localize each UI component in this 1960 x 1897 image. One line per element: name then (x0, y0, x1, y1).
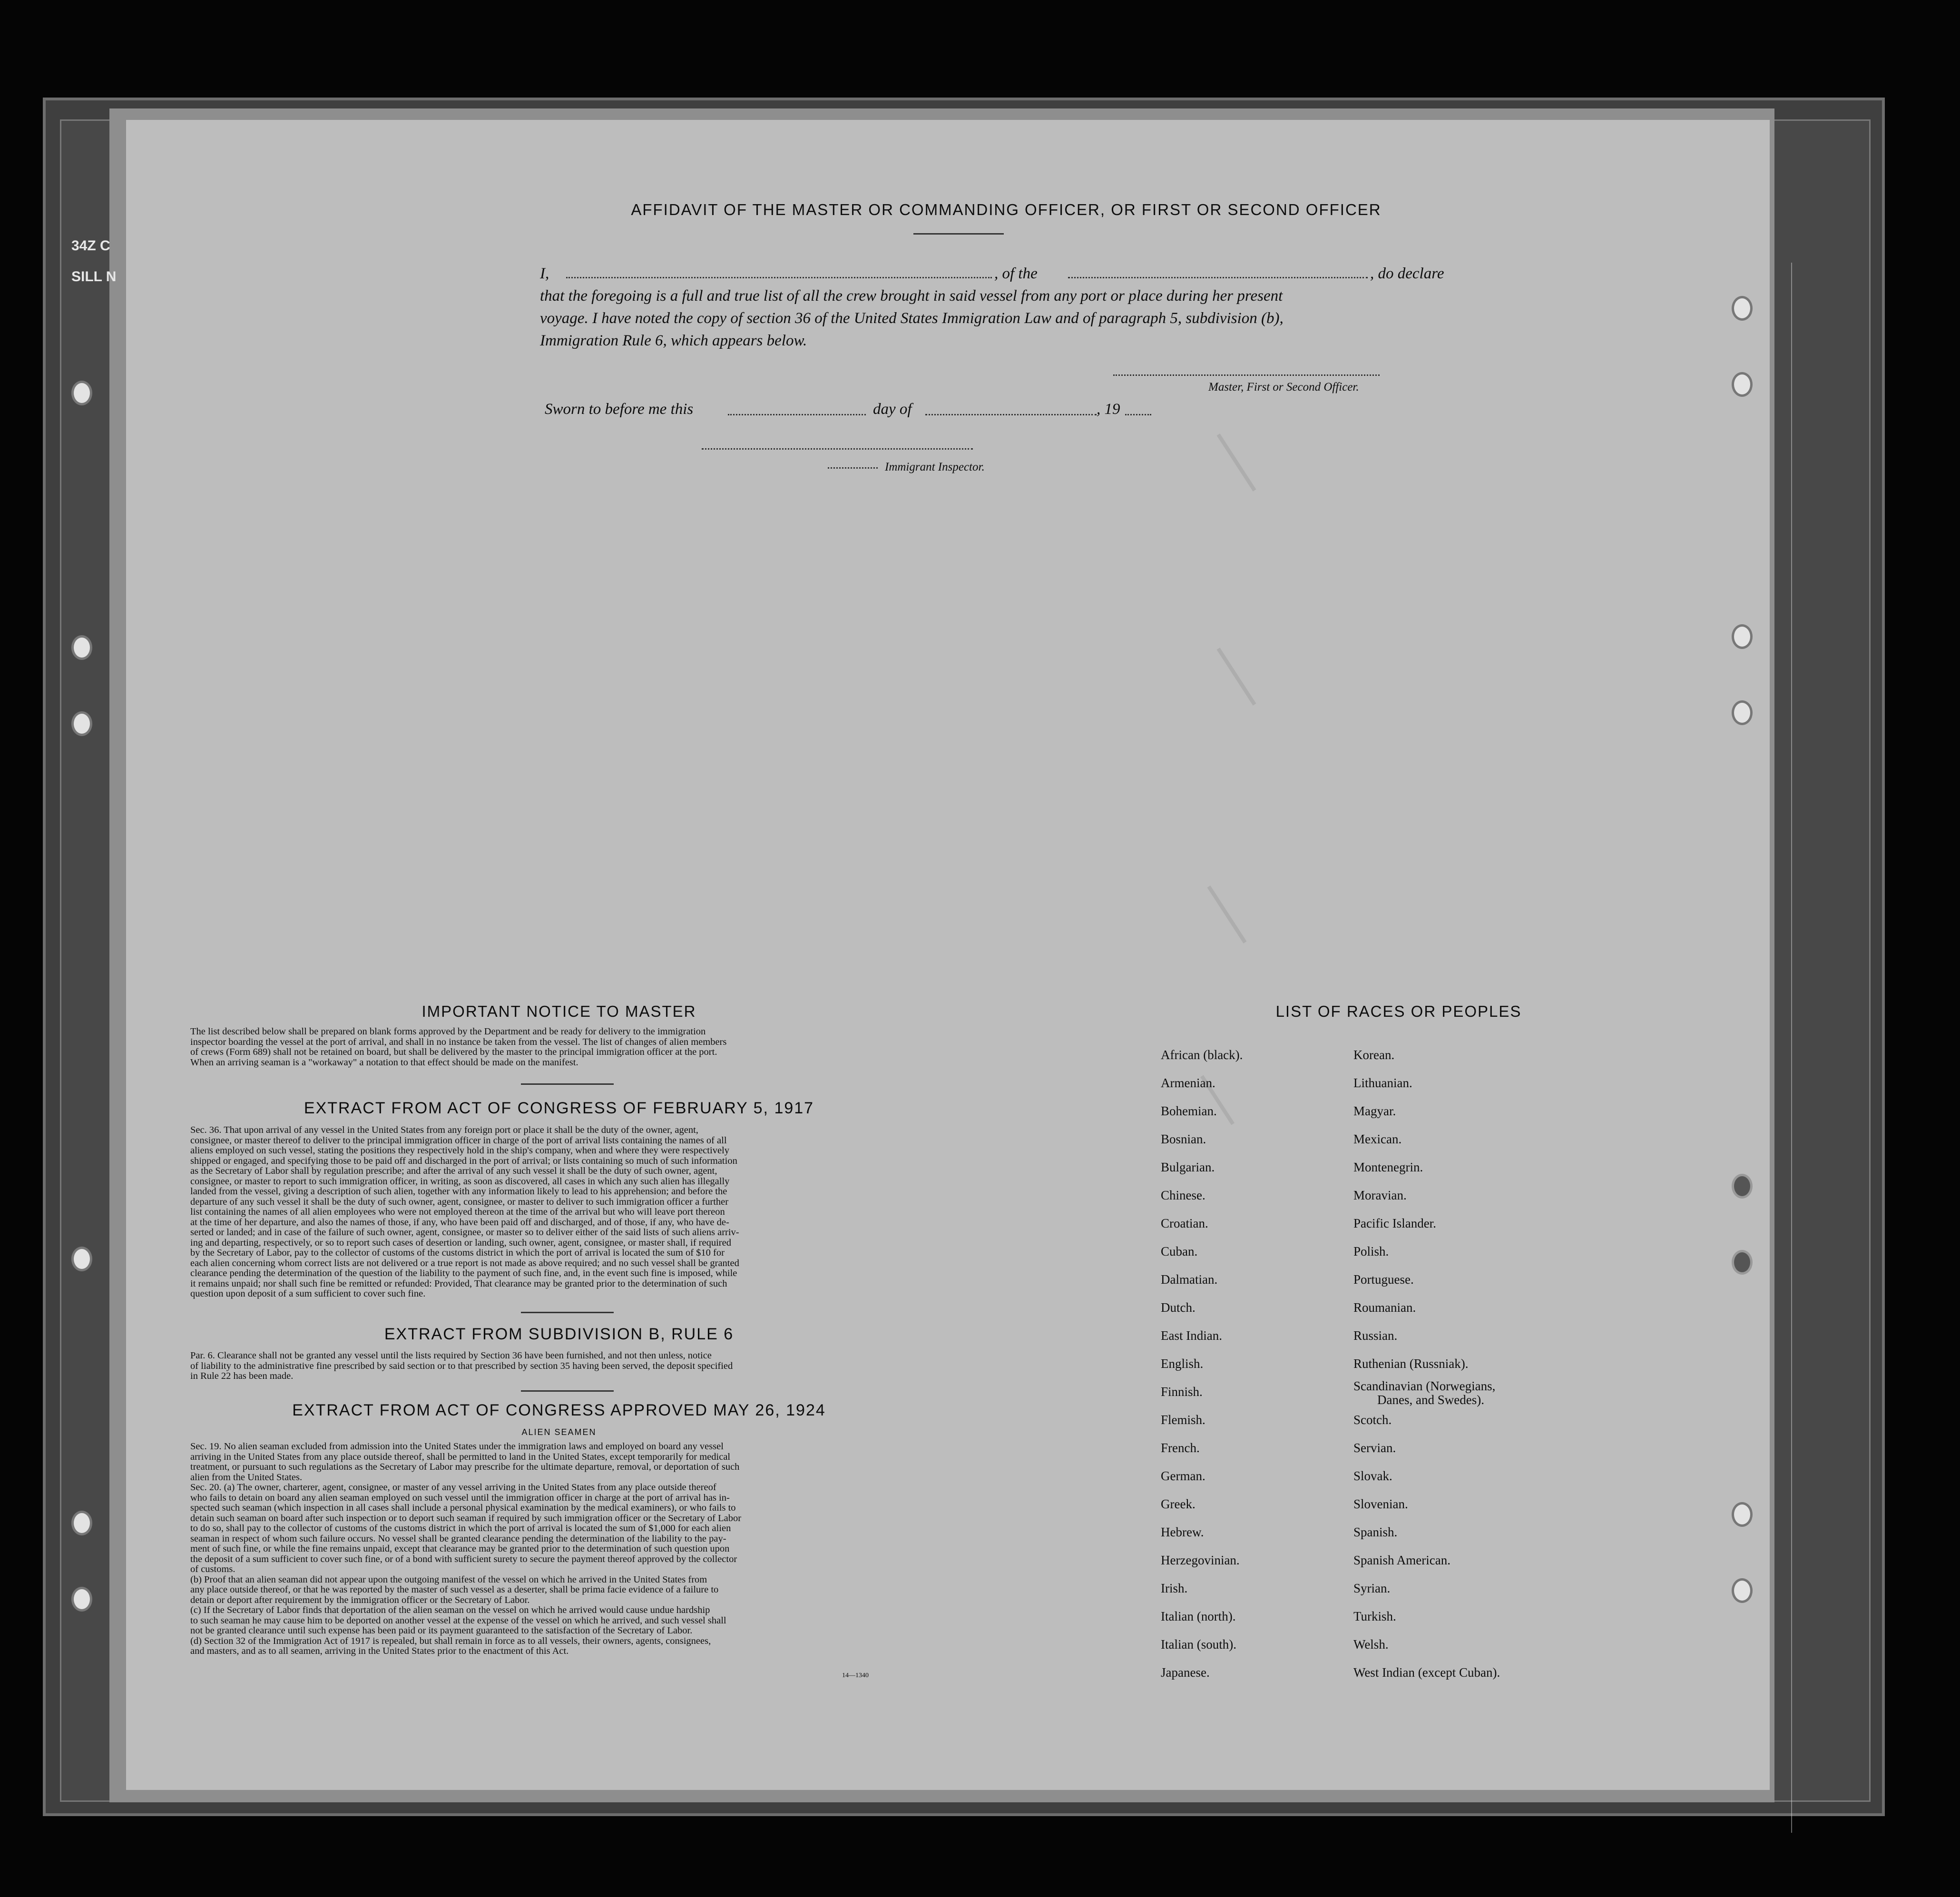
act-1924-line: alien from the United States. (190, 1472, 303, 1483)
sworn-month-blank (925, 414, 1097, 415)
race-item: Turkish. (1353, 1609, 1396, 1623)
act-1917-line: shipped or engaged, and specifying those to be paid off and discharged in the port of arrival; or lists containing so much of such information (190, 1155, 737, 1166)
section-rule (521, 1083, 614, 1085)
rule-6-line: of liability to the administrative fine prescribed by said section or to that prescribed by section 35 having been served, the deposit specified (190, 1360, 733, 1371)
of-the-label: , of the (994, 265, 1038, 282)
act-1917-line: as the Secretary of Labor shall by regulation prescribe; and after the arrival of any such vessel it shall be the duty of such owner, agent, (190, 1166, 717, 1177)
page-hole (1732, 1502, 1753, 1527)
race-item: Japanese. (1161, 1665, 1210, 1680)
race-item: Lithuanian. (1353, 1076, 1412, 1090)
binder-hole (71, 1587, 92, 1612)
declare-label: , do declare (1370, 265, 1444, 282)
act-1924-line: Sec. 20. (a) The owner, charterer, agent, consignee, or master of any vessel arriving in the United States from any place outside thereof (190, 1482, 716, 1493)
act-1917-line: list containing the names of all alien employees who were not employed thereon at the time of the arrival but who will leave port thereon (190, 1207, 725, 1218)
race-item: Slovenian. (1353, 1497, 1408, 1511)
act-1924-subtitle: ALIEN SEAMEN (521, 1427, 597, 1437)
race-item: Magyar. (1353, 1104, 1396, 1118)
act-1924-line: (b) Proof that an alien seaman did not appear upon the outgoing manifest of the vessel on which he arrived in the United States from (190, 1574, 707, 1585)
act-1924-line: any place outside thereof, or that he was reported by the master of such vessel as a deserter, shall be prima facie evidence of a failure to (190, 1584, 719, 1595)
race-item: Ruthenian (Russniak). (1353, 1356, 1469, 1371)
act-1924-title: EXTRACT FROM ACT OF CONGRESS APPROVED MAY 26, 1924 (292, 1401, 826, 1419)
race-item: Montenegrin. (1353, 1160, 1423, 1174)
race-item: Servian. (1353, 1441, 1396, 1455)
inspector-lead-dots (828, 467, 878, 469)
race-item: Scandinavian (Norwegians, (1353, 1379, 1496, 1393)
act-1917-body (190, 1125, 928, 1299)
race-item: Cuban. (1161, 1244, 1198, 1258)
rule-6-title: EXTRACT FROM SUBDIVISION B, RULE 6 (384, 1325, 734, 1343)
show-through-mark (1217, 433, 1256, 491)
act-1924-line: (d) Section 32 of the Immigration Act of 1917 is repealed, but shall remain in force as to all vessels, their owners, agents, consignees, (190, 1635, 711, 1646)
page-hole (1732, 1174, 1753, 1199)
section-rule (521, 1390, 614, 1392)
act-1917-line: ing and departing, respectively, or so to report such cases of desertion or landing, such owner, agent, consignee, or master shall, if required (190, 1237, 731, 1248)
affidavit-line-4: Immigration Rule 6, which appears below. (540, 332, 807, 349)
race-item: Moravian. (1353, 1188, 1407, 1202)
side-tab-text-1: 34Z C (71, 238, 110, 254)
form-number: 14—1340 (842, 1672, 869, 1679)
race-item: Irish. (1161, 1581, 1188, 1595)
inspector-label: Immigrant Inspector. (885, 461, 985, 473)
race-item: Italian (south). (1161, 1637, 1236, 1651)
title-rule (913, 233, 1004, 235)
affidavit-title: AFFIDAVIT OF THE MASTER OR COMMANDING OFFICER, OR FIRST OR SECOND OFFICER (631, 201, 1382, 218)
section-rule (521, 1312, 614, 1313)
act-1924-line: who fails to detain on board any alien seaman employed on such vessel until the immigration officer in charge at the port of arrival has in- (190, 1492, 730, 1503)
notice-line: The list described below shall be prepared on blank forms approved by the Department and be ready for delivery to the immigration (190, 1026, 706, 1037)
act-1924-line: (c) If the Secretary of Labor finds that deportation of the alien seaman on the vessel on which he arrived would cause undue hardship (190, 1605, 710, 1616)
show-through-mark (1207, 885, 1247, 944)
race-item: Roumanian. (1353, 1300, 1416, 1315)
race-item: Scotch. (1353, 1413, 1392, 1427)
races-title: LIST OF RACES OR PEOPLES (1275, 1003, 1522, 1020)
act-1924-line: detain or deport after requirement by the immigration officer or the Secretary of Labor. (190, 1594, 530, 1605)
race-item: Greek. (1161, 1497, 1196, 1511)
act-1924-line: not be granted clearance until such expense has been paid or its payment guaranteed to the satisfaction of the Secretary of Labor. (190, 1625, 693, 1636)
show-through-mark (1217, 648, 1256, 706)
act-1917-line: question upon deposit of a sum sufficient to cover such fine. (190, 1288, 426, 1299)
page-hole (1732, 624, 1753, 649)
act-1917-line: clearance pending the determination of the question of the liability to the payment of such fine, and, in the event such fine is imposed, while (190, 1268, 737, 1279)
act-1924-line: arriving in the United States from any place outside thereof, shall be permitted to land in the United States, except temporarily for medical (190, 1451, 731, 1462)
act-1917-line: Sec. 36. That upon arrival of any vessel in the United States from any foreign port or place it shall be the duty of the owner, agent, (190, 1125, 698, 1135)
sworn-prefix: Sworn to before me this (545, 401, 694, 418)
binder-hole (71, 711, 92, 736)
signature-label: Master, First or Second Officer. (1208, 381, 1359, 393)
race-item: Armenian. (1161, 1076, 1215, 1090)
act-1917-line: landed from the vessel, giving a description of such alien, together with any information likely to lead to his apprehension; and before the (190, 1186, 727, 1197)
name-blank (566, 277, 992, 278)
notice-line: inspector boarding the vessel at the port of arrival, and shall in no instance be taken from the vessel. The list of changes of alien members (190, 1036, 727, 1047)
act-1917-title: EXTRACT FROM ACT OF CONGRESS OF FEBRUARY 5, 1917 (304, 1099, 814, 1117)
act-1924-line: detain such seaman on board after such inspection or to deport such seaman if required by such immigration officer or the Secretary of Labor (190, 1513, 742, 1523)
race-item: Bohemian. (1161, 1104, 1217, 1118)
act-1917-line: consignee, or master to report to such immigration officer, in writing, as soon as discovered, all cases in which any such alien has illegally (190, 1176, 730, 1187)
race-item: Herzegovinian. (1161, 1553, 1240, 1567)
binder-hole (71, 381, 92, 405)
notice-line: of crews (Form 689) shall not be retained on board, but shall be delivered by the master to the principal immigration officer at the port. (190, 1047, 717, 1058)
rule-6-line: Par. 6. Clearance shall not be granted any vessel until the lists required by Section 36 have been furnished, and not then unless, notice (190, 1350, 712, 1361)
act-1917-line: consignee, or master thereof to deliver to the principal immigration officer in charge of the port of arrival lists containing the names of all (190, 1135, 727, 1146)
rule-6-body (190, 1351, 928, 1382)
act-1924-line: and masters, and as to all seamen, arriving in the United States prior to the enactment of this Act. (190, 1646, 569, 1657)
act-1917-line: serted or landed; and in case of the failure of such owner, agent, consignee, or master so to deliver either of the said lists of such aliens arriv- (190, 1227, 739, 1238)
act-1917-line: each alien concerning whom correct lists are not delivered or a true report is not made as above required; and no such vessel shall be granted (190, 1258, 739, 1268)
race-item: Korean. (1353, 1048, 1395, 1062)
act-1917-line: it remains unpaid; nor shall such fine be remitted or refunded: Provided, That clearance may be granted prior to the determination of such (190, 1278, 727, 1289)
race-item: Hebrew. (1161, 1525, 1204, 1539)
notice-line: When an arriving seaman is a "workaway" a notation to that effect should be made on the manifest. (190, 1057, 578, 1068)
race-item: African (black). (1161, 1048, 1243, 1062)
binder-hole (71, 1511, 92, 1535)
affidavit-line-1 (540, 263, 1515, 285)
race-item: Russian. (1353, 1328, 1398, 1343)
act-1917-line: departure of any such vessel it shall be the duty of such owner, agent, consignee, or master to deliver to such immigration officer a further (190, 1196, 729, 1207)
race-item: Flemish. (1161, 1413, 1205, 1427)
signature-blank (1113, 374, 1380, 376)
race-item: German. (1161, 1469, 1205, 1483)
act-1924-line: spected such seaman (which inspection in all cases shall include a personal physical examination by the medical examiners), or who fails to (190, 1503, 736, 1514)
race-item: Finnish. (1161, 1385, 1203, 1399)
sworn-year-blank (1125, 414, 1151, 415)
act-1917-line: by the Secretary of Labor, pay to the collector of customs of the customs district in which the port of arrival is located the sum of $10 for (190, 1248, 725, 1258)
page-hole (1732, 296, 1753, 321)
affidavit-line-3: voyage. I have noted the copy of section 36 of the United States Immigration Law and of paragraph 5, subdivision (b), (540, 310, 1284, 327)
affidavit-i-label: I, (540, 265, 549, 282)
sworn-line (545, 401, 1211, 424)
race-item: Pacific Islander. (1353, 1216, 1436, 1230)
race-item: Portuguese. (1353, 1272, 1414, 1287)
document-page (126, 120, 1770, 1790)
race-item: Slovak. (1353, 1469, 1392, 1483)
race-item: Spanish. (1353, 1525, 1398, 1539)
page-hole (1732, 1250, 1753, 1275)
page-hole (1732, 1578, 1753, 1603)
page-hole (1732, 700, 1753, 725)
race-item: Polish. (1353, 1244, 1389, 1258)
notice-body (190, 1027, 928, 1068)
side-tab-text-2: SILL N (71, 269, 117, 285)
race-item: Italian (north). (1161, 1609, 1236, 1623)
race-item: Croatian. (1161, 1216, 1208, 1230)
affidavit-body (540, 263, 1515, 352)
act-1924-line: seaman in respect of whom such failure occurs. No vessel shall be granted clearance pending the determination of the liability to the pay- (190, 1533, 726, 1544)
act-1924-body (190, 1442, 928, 1657)
race-item-continuation: Danes, and Swedes). (1377, 1393, 1484, 1407)
race-item: Dalmatian. (1161, 1272, 1218, 1287)
act-1924-line: to such seaman he may cause him to be deported on another vessel at the expense of the vessel on which he arrived, and such vessel shall (190, 1615, 726, 1626)
binder-hole (71, 1247, 92, 1271)
act-1917-line: aliens employed on such vessel, stating the positions they respectively hold in the ship's company, when and where they were respectively (190, 1145, 729, 1156)
act-1924-line: the deposit of a sum sufficient to cover such fine, or of a bond with sufficient surety to secure the payment thereof approved by the collector (190, 1553, 737, 1564)
inspector-blank (702, 448, 973, 450)
act-1917-line: at the time of her departure, and also the names of those, if any, who have been paid off and discharged, and of those, if any, who have de- (190, 1217, 729, 1228)
race-item: Spanish American. (1353, 1553, 1450, 1567)
rule-6-line: in Rule 22 has been made. (190, 1371, 294, 1382)
sworn-year-label: , 19 (1097, 401, 1120, 418)
binder-hole (71, 635, 92, 660)
race-item: Chinese. (1161, 1188, 1205, 1202)
vessel-blank (1068, 277, 1368, 278)
race-item: Dutch. (1161, 1300, 1196, 1315)
race-item: West Indian (except Cuban). (1353, 1665, 1500, 1680)
page-hole (1732, 372, 1753, 397)
race-item: Bulgarian. (1161, 1160, 1215, 1174)
race-item: Welsh. (1353, 1637, 1389, 1651)
notice-title: IMPORTANT NOTICE TO MASTER (421, 1003, 696, 1020)
act-1924-line: ment of such fine, or while the fine remains unpaid, except that clearance may be granted prior to the determination of such question upon (190, 1543, 730, 1554)
race-item: English. (1161, 1356, 1204, 1371)
race-item: Bosnian. (1161, 1132, 1206, 1146)
race-item: French. (1161, 1441, 1200, 1455)
sworn-day-label: day of (873, 401, 912, 418)
act-1924-line: to do so, shall pay to the collector of customs of the customs district in which the port of arrival is located the sum of $1,000 for each alien (190, 1523, 731, 1534)
act-1924-line: Sec. 19. No alien seaman excluded from admission into the United States under the immigration laws and employed on board any vessel (190, 1441, 724, 1452)
act-1924-line: of customs. (190, 1564, 235, 1575)
race-item: Mexican. (1353, 1132, 1402, 1146)
race-item: Syrian. (1353, 1581, 1391, 1595)
act-1924-line: treatment, or pursuant to such regulations as the Secretary of Labor may prescribe for the ultimate departure, removal, or deportation of such (190, 1462, 740, 1473)
affidavit-line-2: that the foregoing is a full and true list of all the crew brought in said vessel from any port or place during her present (540, 287, 1283, 305)
page-edge-line (1791, 263, 1792, 1833)
sworn-date-blank (728, 414, 866, 415)
race-item: East Indian. (1161, 1328, 1222, 1343)
